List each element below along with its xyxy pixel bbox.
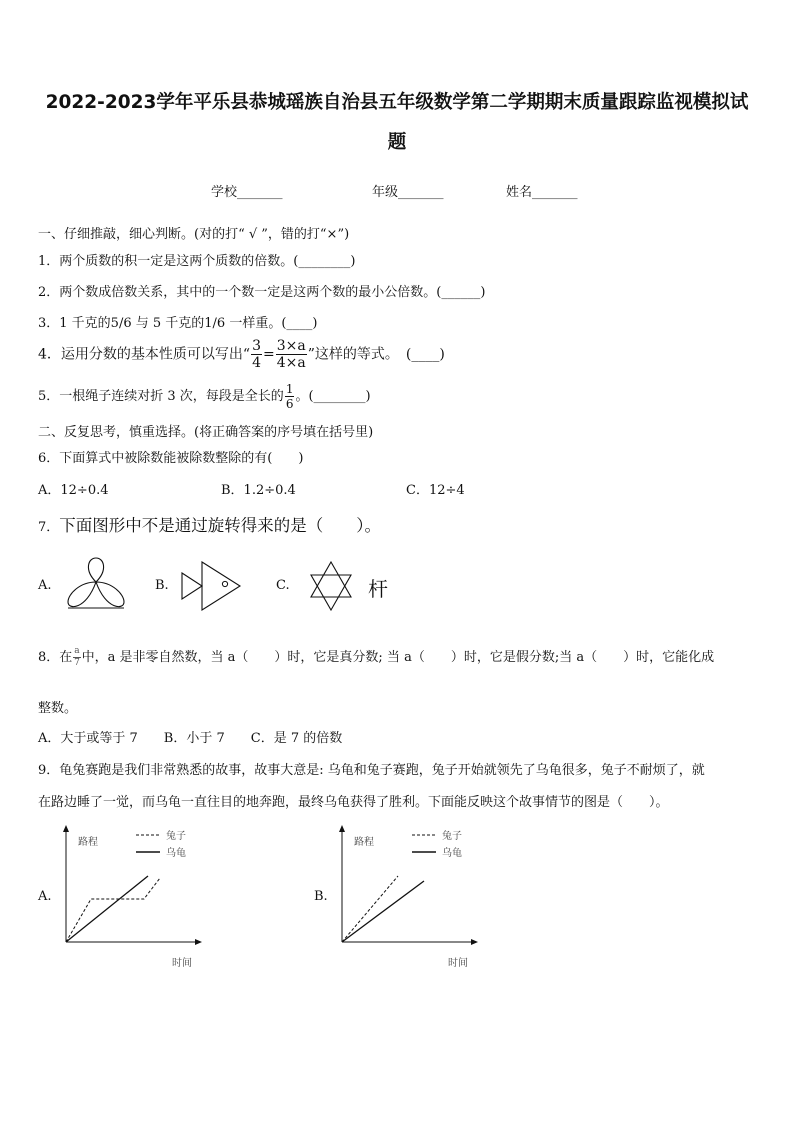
trefoil-shape	[64, 556, 128, 612]
graph-b-ylabel: 路程	[354, 837, 374, 848]
trefoil-petal-left	[68, 582, 96, 607]
graph-b-legend-rabbit: 兔子	[442, 831, 462, 842]
section-heading-choice: 二、反复思考，慎重选择。(将正确答案的序号填在括号里)	[38, 425, 374, 440]
question-7-text: 下面图形中不是通过旋转得来的是（ ）。	[59, 516, 382, 535]
fraction-numerator: 3	[252, 338, 261, 354]
graph-a-rabbit-path	[66, 878, 160, 942]
question-9-line1: 9．龟兔赛跑是我们非常熟悉的故事，故事大意是: 乌龟和兔子赛跑，兔子开始就领先了乌龟很多，兔子不耐烦了，就	[38, 763, 705, 778]
name-field: 姓名_______	[506, 185, 578, 200]
fraction-numerator: 1	[285, 382, 294, 396]
graph-b-x-arrow	[471, 939, 478, 945]
question-5-text: 5．一根绳子连续对折 3 次，每段是全长的	[38, 389, 284, 404]
graph-a-xlabel: 时间	[172, 958, 192, 969]
character-gan: 杆	[368, 577, 388, 601]
fish-tail	[182, 573, 202, 599]
fish-eye	[222, 581, 227, 586]
question-9-option-b: B.	[314, 889, 328, 904]
page-title-cont: 题	[387, 132, 407, 153]
fish-body	[202, 562, 240, 610]
question-7	[38, 512, 381, 536]
graph-a-legend-rabbit: 兔子	[166, 831, 186, 842]
fraction-denominator: 4×a	[276, 355, 306, 371]
grade-field: 年级_______	[372, 185, 444, 200]
graph-a	[56, 822, 206, 972]
star-triangle-up	[311, 562, 351, 597]
graph-a-x-arrow	[195, 939, 202, 945]
question-1: 1．两个质数的积一定是这两个质数的倍数。(________)	[38, 254, 356, 269]
question-8-options: A．大于或等于 7 B．小于 7 C．是 7 的倍数	[38, 731, 343, 746]
question-6: 6．下面算式中被除数能被除数整除的有( )	[38, 451, 304, 466]
question-8-continued: 整数。	[38, 701, 78, 716]
question-5	[38, 383, 371, 410]
question-8	[38, 646, 714, 668]
question-7-option-c: C.	[276, 578, 290, 593]
question-9-line2: 在路边睡了一觉，而乌龟一直往目的地奔跑，最终乌龟获得了胜利。下面能反映这个故事情节的图是（ ）。	[38, 795, 669, 810]
question-7-option-b: B.	[155, 578, 169, 593]
fraction-numerator: a	[74, 646, 80, 656]
fraction-a-7	[73, 647, 80, 668]
graph-b-turtle-path	[342, 881, 424, 942]
question-7-option-a: A.	[38, 578, 52, 593]
equals-sign: =	[263, 346, 275, 363]
fraction-numerator: 3×a	[276, 338, 306, 354]
graph-b-rabbit-path	[342, 876, 398, 942]
question-8-text-main: 中，a 是非零自然数，当 a（ ）时，它是真分数; 当 a（ ）时，它是假分数;当 a（ ）时，它能化成	[81, 650, 715, 665]
question-5-text-end: 。(________)	[295, 389, 371, 404]
fish-shape	[178, 560, 244, 612]
graph-a-legend-turtle: 乌龟	[166, 848, 186, 859]
fraction-denominator: 7	[74, 658, 80, 668]
school-field: 学校_______	[211, 185, 283, 200]
question-4	[38, 339, 445, 370]
fraction-3-4	[251, 339, 262, 370]
question-6-option-b: B．1.2÷0.4	[221, 483, 296, 498]
fraction-denominator: 6	[285, 397, 294, 411]
question-2: 2．两个数成倍数关系，其中的一个数一定是这两个数的最小公倍数。(______)	[38, 285, 486, 300]
star-triangle-down	[311, 575, 351, 610]
question-6-option-a: A．12÷0.4	[38, 483, 109, 498]
question-4-text: 4．运用分数的基本性质可以写出“	[38, 346, 251, 363]
graph-b-y-arrow	[339, 825, 345, 832]
graph-b-xlabel: 时间	[448, 958, 468, 969]
trefoil-petal-right	[96, 582, 124, 607]
question-8-text: 8．在	[38, 650, 73, 665]
graph-a-ylabel: 路程	[78, 837, 98, 848]
graph-b-legend-turtle: 乌龟	[442, 848, 462, 859]
fraction-denominator: 4	[252, 355, 261, 371]
question-6-option-c: C．12÷4	[406, 483, 465, 498]
fraction-1-6	[285, 383, 295, 410]
section-heading-judge: 一、仔细推敲，细心判断。(对的打“ √ ”，错的打“×”)	[38, 227, 350, 242]
question-3: 3．1 千克的5/6 与 5 千克的1/6 一样重。(____)	[38, 316, 318, 331]
graph-a-y-arrow	[63, 825, 69, 832]
star-of-david-shape	[306, 560, 356, 612]
page-title: 2022-2023学年平乐县恭城瑶族自治县五年级数学第二学期期末质量跟踪监视模拟试	[45, 92, 749, 113]
graph-b	[332, 822, 482, 972]
question-9-option-a: A.	[38, 889, 52, 904]
fraction-3a-4a	[276, 339, 307, 370]
graph-a-turtle-path	[66, 876, 148, 942]
question-4-text-end: ”这样的等式。 (____)	[307, 346, 445, 363]
question-7-number: 7．	[38, 520, 60, 535]
trefoil-petal-top	[88, 558, 103, 582]
